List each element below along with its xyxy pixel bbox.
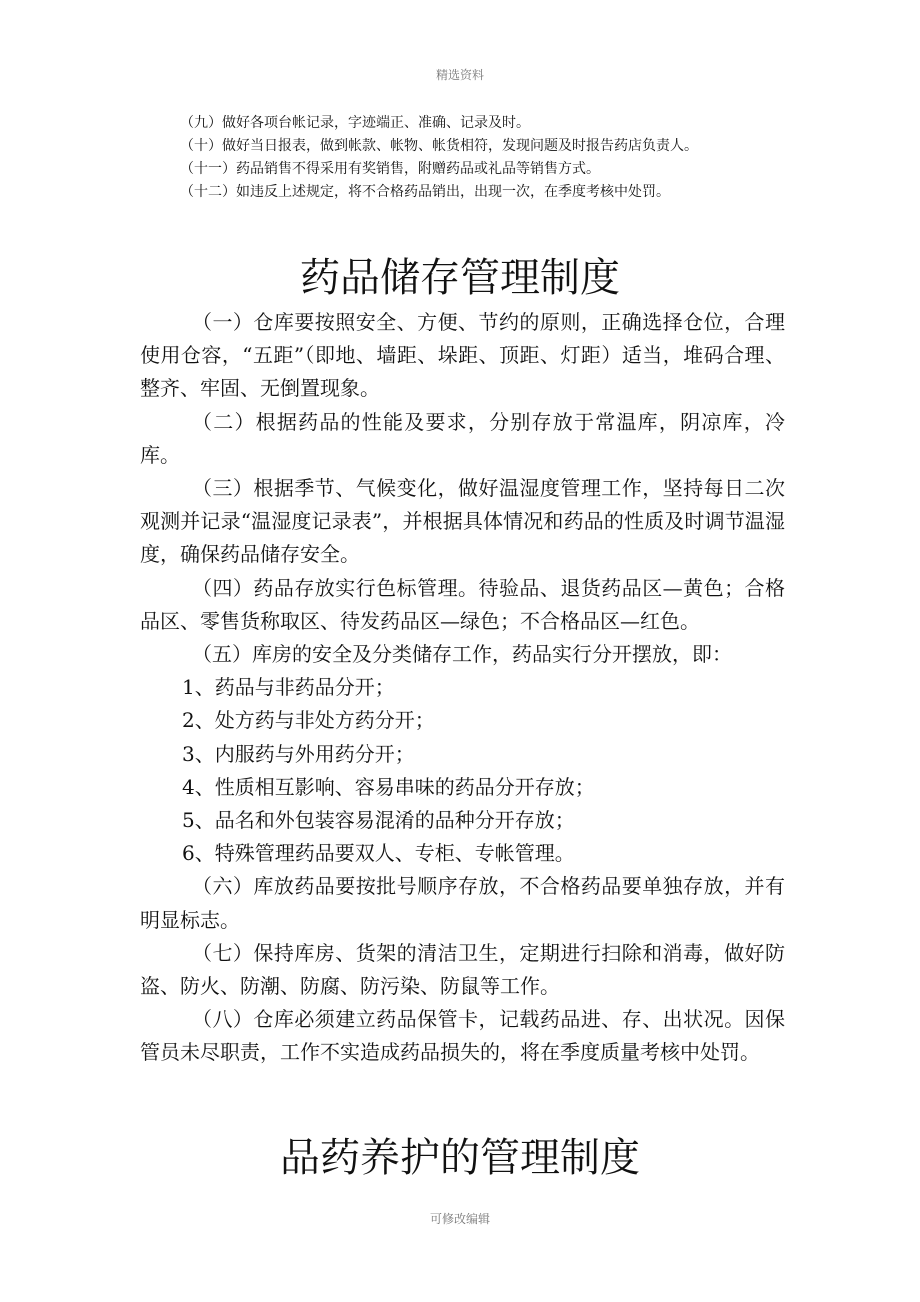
storage-rule-8: （八）仓库必须建立药品保管卡，记载药品进、存、出状况。因保管员未尽职责，工作不实造成药品损失的，将在季度质量考核中处罚。: [140, 1007, 785, 1065]
page-header: 精选资料: [435, 68, 484, 82]
rule-item-11: （十一）药品销售不得采用有奖销售，附赠药品或礼品等销售方式。: [180, 161, 600, 177]
rule-item-9: （九）做好各项台帐记录，字迹端正、准确、记录及时。: [180, 115, 530, 131]
storage-rule-7: （七）保持库房、货架的清洁卫生，定期进行扫除和消毒，做好防盗、防火、防潮、防腐、防污染、防鼠等工作。: [140, 940, 785, 999]
storage-sublist-item-6: 6、特殊管理药品要双人、专柜、专帐管理。: [182, 841, 575, 866]
storage-sublist-item-4: 4、性质相互影响、容易串味的药品分开存放；: [182, 774, 595, 799]
rule-item-12: （十二）如违反上述规定，将不合格药品销出，出现一次，在季度考核中处罚。: [180, 184, 670, 200]
storage-rule-4: （四）药品存放实行色标管理。待验品、退货药品区—黄色；合格品区、零售货称取区、待发药品区—绿色；不合格品区—红色。: [140, 575, 785, 633]
storage-rule-5: （五）库房的安全及分类储存工作，药品实行分开摆放，即：: [192, 642, 732, 667]
storage-rule-1: （一）仓库要按照安全、方便、节约的原则，正确选择仓位，合理使用仓容，“五距”（即地、墙距、垛距、顶距、灯距）适当，堆码合理、整齐、牢固、无倒置现象。: [140, 310, 785, 401]
storage-rule-3: （三）根据季节、气候变化，做好温湿度管理工作，坚持每日二次观测并记录“温湿度记录表”，并根据具体情况和药品的性质及时调节温湿度，确保药品储存安全。: [140, 476, 785, 567]
storage-sublist-item-5: 5、品名和外包装容易混淆的品种分开存放；: [182, 808, 575, 833]
continued-rules-list: [180, 112, 820, 204]
storage-rules-body: [140, 306, 785, 1070]
storage-rule-2: （二）根据药品的性能及要求，分别存放于常温库，阴凉库，冷库。: [140, 409, 785, 467]
storage-sublist-item-1: 1、药品与非药品分开；: [182, 675, 395, 700]
storage-sublist-item-2: 2、处方药与非处方药分开；: [182, 708, 435, 733]
rule-item-10: （十）做好当日报表，做到帐款、帐物、帐货相符，发现问题及时报告药店负责人。: [180, 138, 698, 154]
section-title-maintenance: 品药养护的管理制度: [280, 1135, 640, 1181]
section-title-storage: 药品储存管理制度: [300, 255, 620, 301]
storage-rule-6: （六）库放药品要按批号顺序存放，不合格药品要单独存放，并有明显标志。: [140, 874, 785, 932]
page-footer: 可修改编辑: [429, 1212, 490, 1226]
storage-sublist-item-3: 3、内服药与外用药分开；: [182, 741, 415, 766]
